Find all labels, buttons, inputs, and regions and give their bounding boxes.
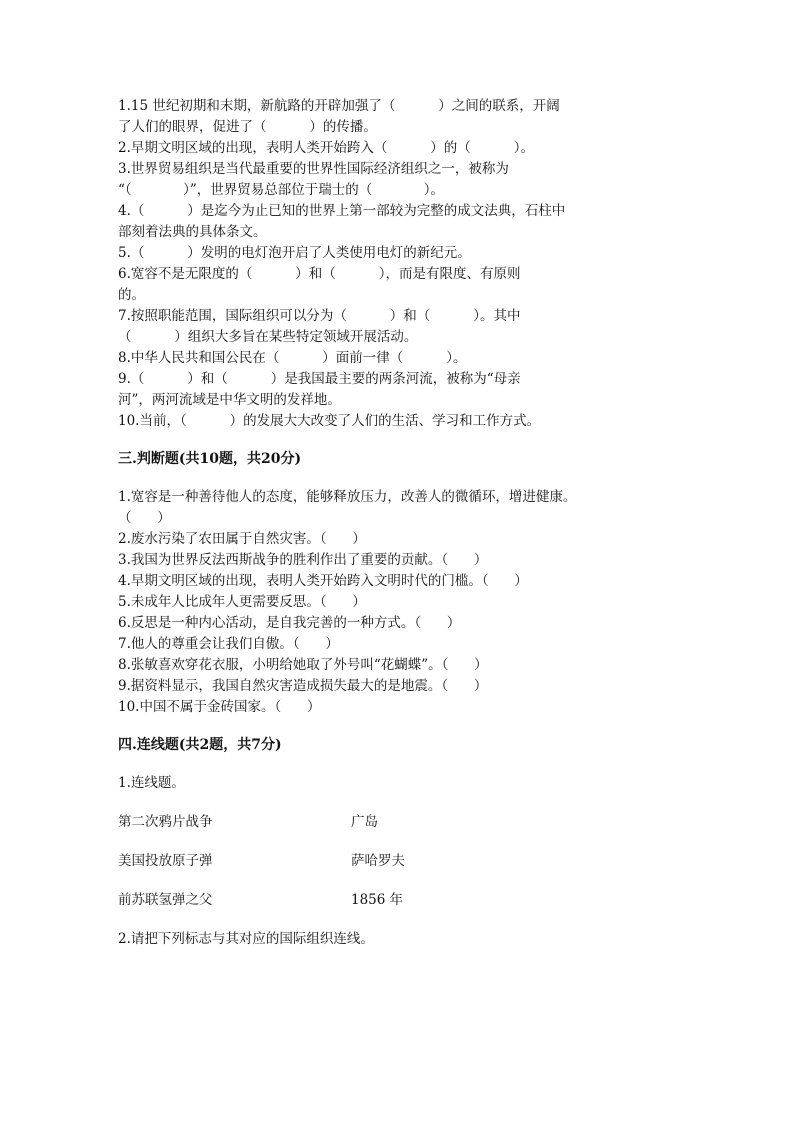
judgement-item: 7.他人的尊重会让我们自傲。（ ） — [118, 636, 339, 652]
match-row — [118, 851, 678, 872]
fill-line: 河”，两河流域是中华文明的发祥地。 — [118, 392, 341, 408]
judgement-questions — [118, 487, 678, 718]
judgement-item: 9.据资料显示，我国自然灾害造成损失最大的是地震。（ ） — [118, 678, 488, 694]
fill-line: 1.15 世纪初期和末期，新航路的开辟加强了（ ）之间的联系，开阔 — [118, 98, 560, 114]
fill-line: 6.宽容不是无限度的（ ）和（ ），而是有限度、有原则 — [118, 266, 521, 282]
fill-line: 4.（ ）是迄今为止已知的世界上第一部较为完整的成文法典，石柱中 — [118, 203, 566, 219]
match-row — [118, 812, 678, 833]
judgement-item: 1.宽容是一种善待他人的态度，能够释放压力，改善人的微循环，增进健康。 — [118, 489, 577, 505]
match-left-item: 前苏联氢弹之父 — [118, 892, 213, 908]
match-row — [118, 890, 678, 911]
judgement-item: 5.未成年人比成年人更需要反思。（ ） — [118, 594, 366, 610]
fill-line: 7.按照职能范围，国际组织可以分为（ ）和（ ）。其中 — [118, 308, 521, 324]
section-title-matching: 四.连线题(共2题，共7分) — [118, 737, 282, 753]
fill-line: 5.（ ）发明的电灯泡开启了人类使用电灯的新纪元。 — [118, 245, 471, 261]
judgement-item: 3.我国为世界反法西斯战争的胜利作出了重要的贡献。（ ） — [118, 552, 488, 568]
judgement-item: 2.废水污染了农田属于自然灾害。（ ） — [118, 531, 366, 547]
fill-in-blank-questions — [118, 96, 678, 432]
judgement-item: 10.中国不属于金砖国家。（ ） — [118, 699, 321, 715]
judgement-item: 4.早期文明区域的出现，表明人类开始跨入文明时代的门槛。（ ） — [118, 573, 528, 589]
fill-line: 部刻着法典的具体条文。 — [118, 224, 267, 240]
fill-line: （ ）组织大多旨在某些特定领域开展活动。 — [118, 329, 418, 345]
match-left-item: 美国投放原子弹 — [118, 853, 213, 869]
judgement-item: 8.张敏喜欢穿花衣服，小明给她取了外号叫“花蝴蝶”。（ ） — [118, 657, 488, 673]
exam-page — [118, 96, 678, 950]
match-left-item: 第二次鸦片战争 — [118, 814, 213, 830]
section-title-judgement: 三.判断题(共10题，共20分) — [118, 451, 302, 467]
match-right-item: 1856 年 — [351, 892, 404, 908]
fill-line: “（ ）”，世界贸易总部位于瑞士的（ ）。 — [118, 182, 445, 198]
judgement-item: （ ） — [118, 510, 171, 526]
fill-line: 10.当前，（ ）的发展大大改变了人们的生活、学习和工作方式。 — [118, 413, 541, 429]
fill-line: 8.中华人民共和国公民在（ ）面前一律（ ）。 — [118, 350, 467, 366]
match-right-item: 广岛 — [351, 814, 378, 830]
fill-line: 了人们的眼界，促进了（ ）的传播。 — [118, 119, 377, 135]
judgement-item: 6.反思是一种内心活动，是自我完善的一种方式。（ ） — [118, 615, 461, 631]
matching-question-1-label: 1.连线题。 — [118, 775, 185, 791]
fill-line: 3.世界贸易组织是当代最重要的世界性国际经济组织之一，被称为 — [118, 161, 509, 177]
fill-line: 的。 — [118, 287, 145, 303]
fill-line: 9.（ ）和（ ）是我国最主要的两条河流，被称为“母亲 — [118, 371, 521, 387]
matching-question-2-label: 2.请把下列标志与其对应的国际组织连线。 — [118, 931, 374, 947]
match-right-item: 萨哈罗夫 — [351, 853, 405, 869]
fill-line: 2.早期文明区域的出现，表明人类开始跨入（ ）的（ ）。 — [118, 140, 534, 156]
